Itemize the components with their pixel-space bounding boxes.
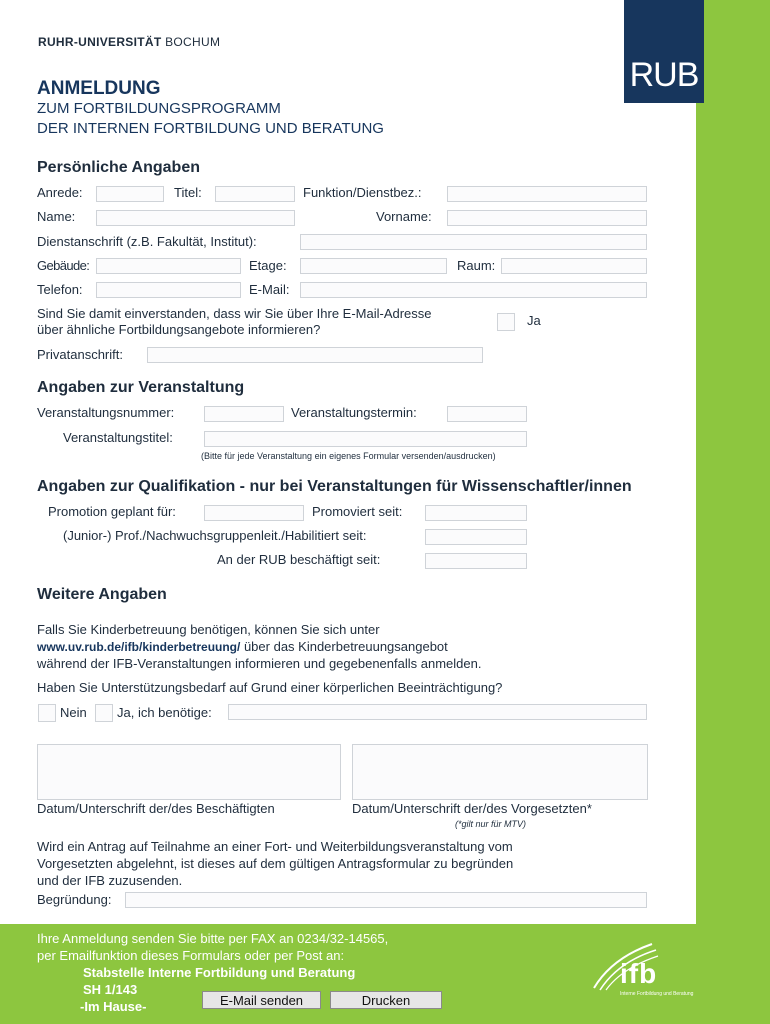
footer-address-line3: -Im Hause- [80,999,147,1014]
rejection-text-line3: und der IFB zuzusenden. [37,873,183,888]
titel-label: Titel: [174,185,202,200]
vorname-field[interactable] [447,210,647,226]
dienstanschrift-label: Dienstanschrift (z.B. Fakultät, Institut): [37,234,257,249]
form-title: ANMELDUNG [37,78,161,99]
rub-beschaeftigt-label: An der RUB beschäftigt seit: [217,552,381,567]
email-send-button[interactable]: E-Mail senden [202,991,321,1009]
rub-logo-bold: RU [629,56,677,94]
kinderbetreuung-link[interactable]: www.uv.rub.de/ifb/kinderbetreuung/ [37,640,241,654]
university-name-bold: RUHR-UNIVERSITÄT [38,35,162,49]
university-name [38,35,220,49]
kinder-text-line3: während der IFB-Veranstaltungen informieren und gegebenenfalls anmelden. [37,656,482,671]
veranstaltungstermin-label: Veranstaltungstermin: [291,405,417,420]
raum-field[interactable] [501,258,647,274]
promotion-geplant-label: Promotion geplant für: [48,504,176,519]
kinder-text-line2-rest: über das Kinderbetreuungsangebot [240,639,448,654]
privatanschrift-label: Privatanschrift: [37,347,123,362]
name-label: Name: [37,209,76,224]
rejection-text-line1: Wird ein Antrag auf Teilnahme an einer Fort- und Weiterbildungsveranstaltung vom [37,839,513,854]
rub-logo-light: B [676,56,699,94]
funktion-field[interactable] [447,186,647,202]
anrede-label: Anrede: [37,185,83,200]
supervisor-signature-note: (*gilt nur für MTV) [455,819,527,829]
employee-signature-box[interactable] [37,744,341,800]
support-question: Haben Sie Unterstützungsbedarf auf Grund einer körperlichen Beeinträchtigung? [37,680,503,695]
junior-prof-field[interactable] [425,529,527,545]
form-subtitle-2: DER INTERNEN FORTBILDUNG UND BERATUNG [37,120,384,137]
begruendung-label: Begründung: [37,892,112,907]
email-label: E-Mail: [249,282,290,297]
telefon-label: Telefon: [37,282,83,297]
veranstaltungsnummer-field[interactable] [204,406,284,422]
dienstanschrift-field[interactable] [300,234,647,250]
footer-text-line1: Ihre Anmeldung senden Sie bitte per FAX an 0234/32-14565, [37,931,389,946]
rub-logo [624,0,704,103]
rejection-text-line2: Vorgesetzten abgelehnt, ist dieses auf dem gültigen Antragsformular zu begründen [37,856,514,871]
university-name-light: BOCHUM [165,35,221,49]
promoviert-label: Promoviert seit: [312,504,403,519]
green-side-bar [696,0,770,1024]
employee-signature-label: Datum/Unterschrift der/des Beschäftigten [37,801,275,816]
nein-label: Nein [60,705,87,720]
kinder-text-line2 [37,638,448,656]
veranstaltungstermin-field[interactable] [447,406,527,422]
nein-checkbox[interactable] [38,704,56,722]
begruendung-field[interactable] [125,892,647,908]
consent-checkbox[interactable] [497,313,515,331]
supervisor-signature-box[interactable] [352,744,648,800]
veranstaltungstitel-label: Veranstaltungstitel: [63,430,173,445]
footer-address-line2: SH 1/143 [83,982,138,997]
event-note: (Bitte für jede Veranstaltung ein eigenes Formular versenden/ausdrucken) [201,451,496,461]
consent-text-line1: Sind Sie damit einverstanden, dass wir Sie über Ihre E-Mail-Adresse [37,306,432,321]
form-subtitle-1: ZUM FORTBILDUNGSPROGRAMM [37,100,281,117]
anrede-field[interactable] [96,186,164,202]
junior-prof-label: (Junior-) Prof./Nachwuchsgruppenleit./Habilitiert seit: [63,528,367,543]
section-qualification-heading: Angaben zur Qualifikation - nur bei Veranstaltungen für Wissenschaftler/innen [37,478,632,495]
gebaeude-field[interactable] [96,258,241,274]
etage-label: Etage: [249,258,287,273]
ifb-logo-text: ifb [620,958,658,989]
promotion-geplant-field[interactable] [204,505,304,521]
section-event-heading: Angaben zur Veranstaltung [37,379,245,396]
vorname-label: Vorname: [376,209,432,224]
titel-field[interactable] [215,186,295,202]
print-button[interactable]: Drucken [330,991,442,1009]
raum-label: Raum: [457,258,496,273]
support-needs-field[interactable] [228,704,647,720]
consent-yes-label: Ja [527,313,541,328]
funktion-label: Funktion/Dienstbez.: [303,185,422,200]
ifb-logo [590,940,700,1000]
ja-benoetige-checkbox[interactable] [95,704,113,722]
email-field[interactable] [300,282,647,298]
supervisor-signature-label: Datum/Unterschrift der/des Vorgesetzten* [352,801,592,816]
rub-beschaeftigt-field[interactable] [425,553,527,569]
ja-benoetige-label: Ja, ich benötige: [117,705,212,720]
footer-address-line1: Stabstelle Interne Fortbildung und Beratung [83,965,356,980]
section-personal-heading: Persönliche Angaben [37,159,200,176]
etage-field[interactable] [300,258,447,274]
telefon-field[interactable] [96,282,241,298]
section-further-heading: Weitere Angaben [37,586,167,603]
ifb-logo-tagline: Interne Fortbildung und Beratung [620,991,694,997]
promoviert-field[interactable] [425,505,527,521]
veranstaltungsnummer-label: Veranstaltungsnummer: [37,405,175,420]
name-field[interactable] [96,210,295,226]
consent-text-line2: über ähnliche Fortbildungsangebote informieren? [37,322,321,337]
footer-text-line2: per Emailfunktion dieses Formulars oder per Post an: [37,948,345,963]
kinder-text-line1: Falls Sie Kinderbetreuung benötigen, können Sie sich unter [37,622,380,637]
privatanschrift-field[interactable] [147,347,483,363]
veranstaltungstitel-field[interactable] [204,431,527,447]
gebaeude-label: Gebäude: [37,258,90,273]
